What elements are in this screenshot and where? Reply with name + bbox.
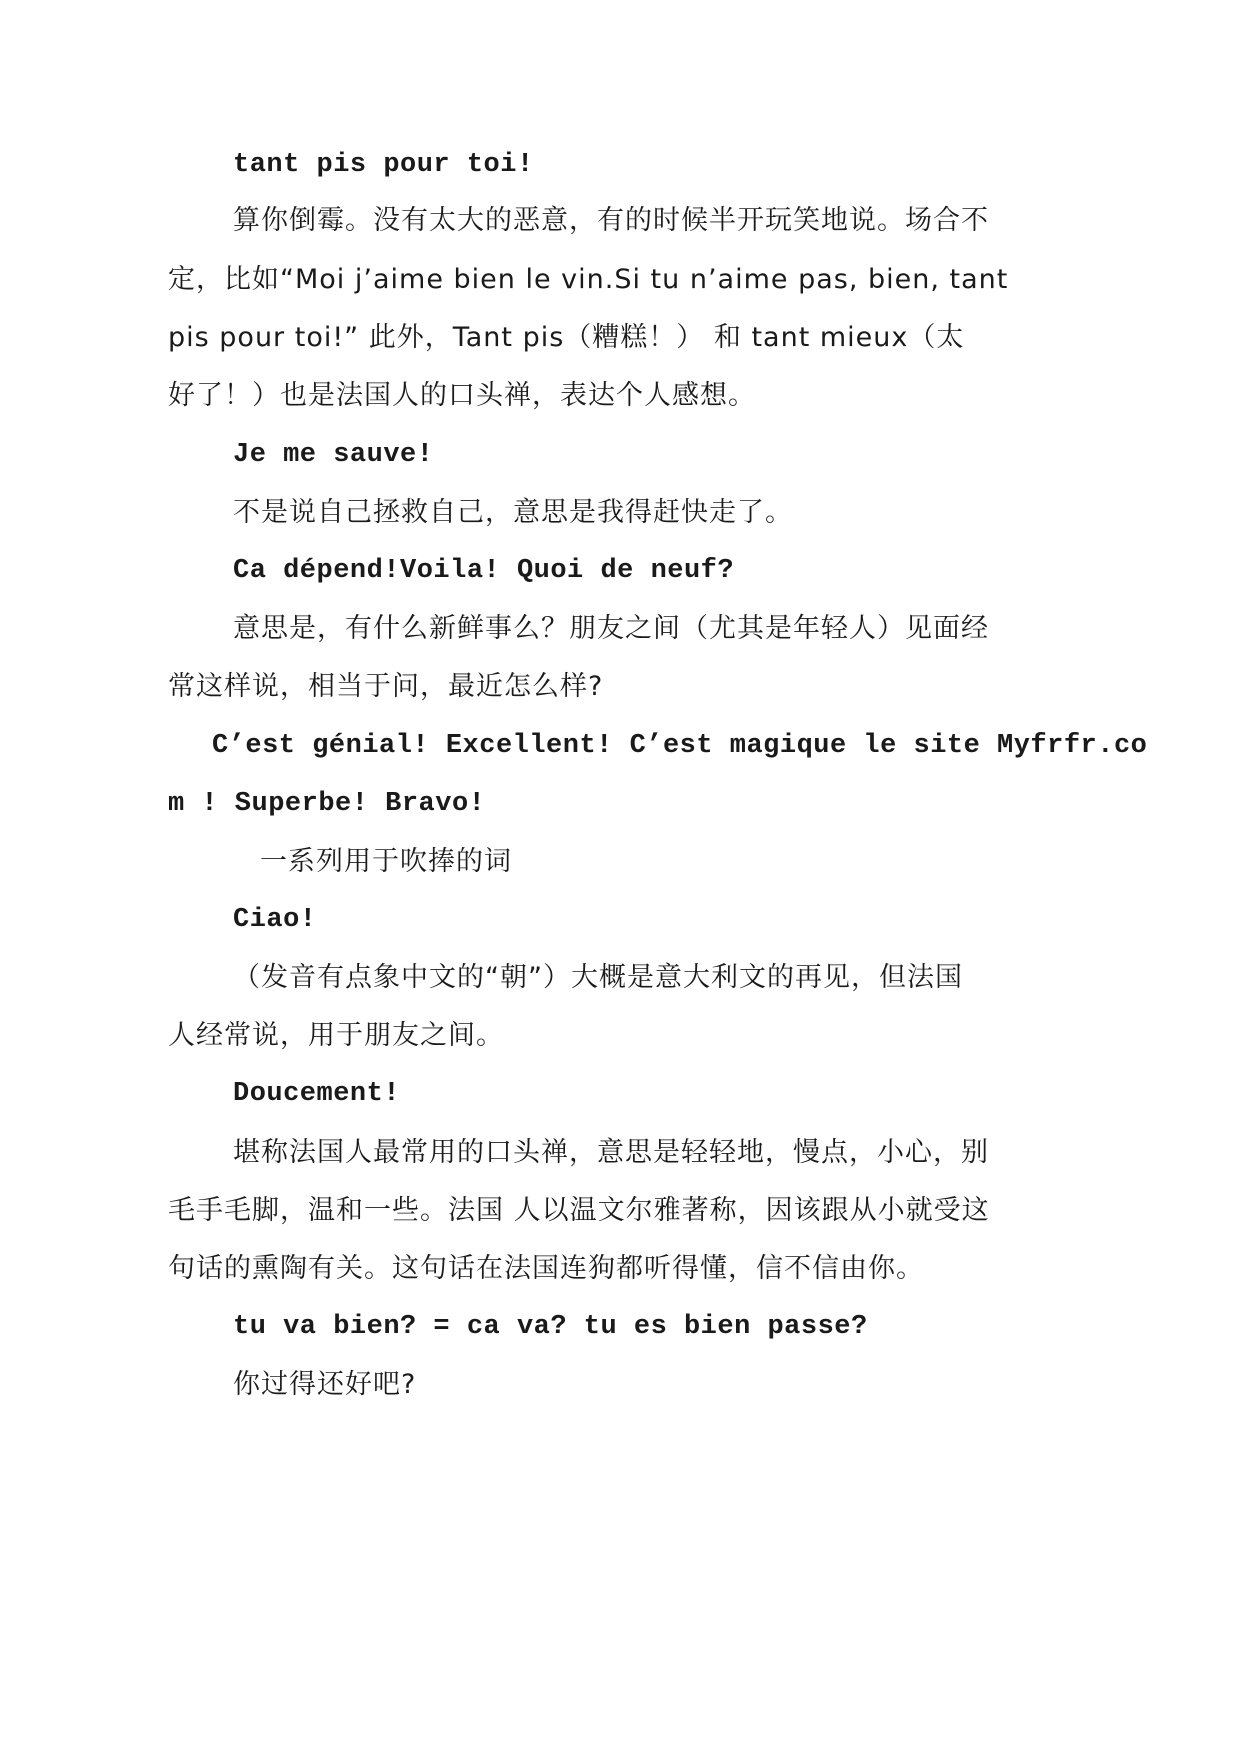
- paragraph-line: 不是说自己拯救自己，意思是我得赶快走了。: [233, 497, 793, 528]
- heading-doucement: Doucement!: [233, 1079, 401, 1109]
- paragraph-line: 常这样说，相当于问，最近怎么样?: [168, 671, 604, 702]
- paragraph-line: 毛手毛脚，温和一些。法国 人以温文尔雅著称，因该跟从小就受这: [168, 1195, 990, 1226]
- heading-ciao: Ciao!: [233, 905, 317, 935]
- heading-tu-va-bien: tu va bien? = ca va? tu es bien passe?: [233, 1312, 868, 1342]
- paragraph-line: pis pour toi!” 此外，Tant pis（糟糕！） 和 tant mieux（太: [168, 322, 965, 353]
- heading-tant-pis: tant pis pour toi!: [233, 150, 534, 180]
- paragraph-line: 定，比如“Moi j’aime bien le vin.Si tu n’aime pas, bien, tant: [168, 264, 1009, 295]
- paragraph-line: 意思是，有什么新鲜事么？朋友之间（尤其是年轻人）见面经: [233, 613, 989, 644]
- paragraph-line: 好了！）也是法国人的口头禅，表达个人感想。: [168, 380, 756, 411]
- paragraph-line: 算你倒霉。没有太大的恶意，有的时候半开玩笑地说。场合不: [233, 205, 989, 236]
- paragraph-line: 堪称法国人最常用的口头禅，意思是轻轻地，慢点，小心，别: [233, 1137, 989, 1168]
- heading-cest-genial-cont: m ! Superbe! Bravo!: [168, 789, 486, 819]
- paragraph-line: （发音有点象中文的“朝”）大概是意大利文的再见，但法国: [233, 962, 963, 993]
- heading-ca-depend: Ca dépend!Voila! Quoi de neuf?: [233, 556, 735, 586]
- paragraph-line: 人经常说，用于朋友之间。: [168, 1020, 504, 1051]
- heading-cest-genial: C’est génial! Excellent! C’est magique le site Myfrfr.co: [212, 731, 1148, 761]
- paragraph-line: 一系列用于吹捧的词: [260, 846, 512, 877]
- heading-je-me-sauve: Je me sauve!: [233, 440, 434, 470]
- paragraph-line: 你过得还好吧?: [233, 1369, 417, 1400]
- paragraph-line: 句话的熏陶有关。这句话在法国连狗都听得懂，信不信由你。: [168, 1253, 924, 1284]
